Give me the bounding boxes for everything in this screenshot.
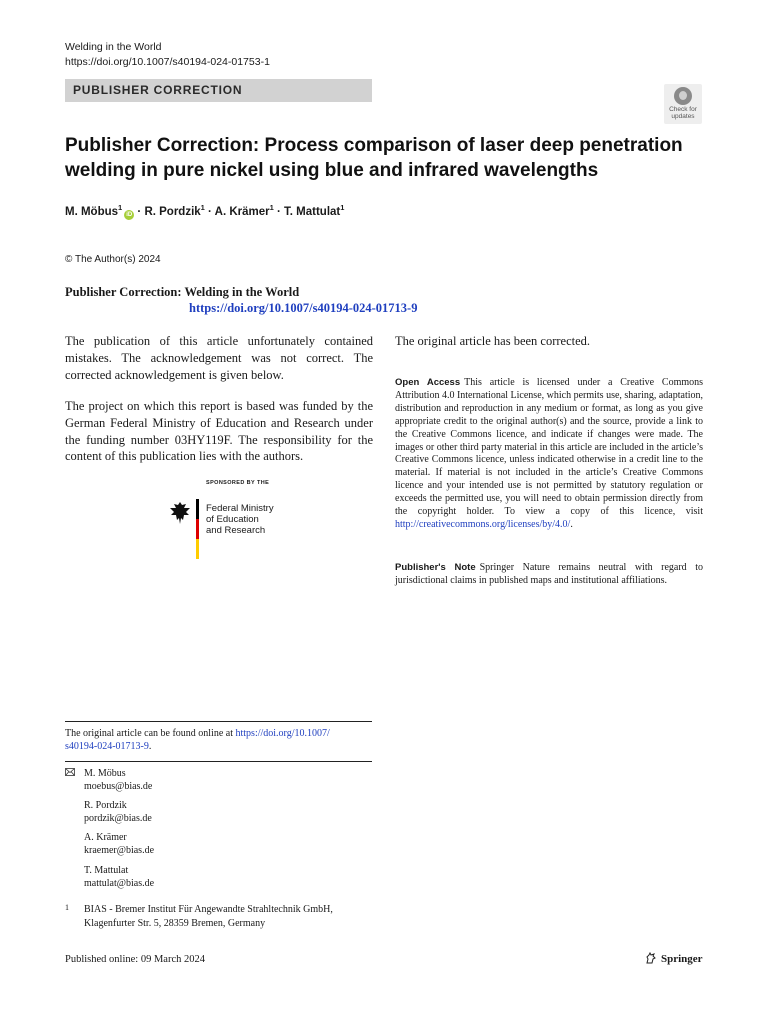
affiliation-number: 1 bbox=[65, 903, 69, 912]
footnote-divider bbox=[65, 721, 372, 722]
check-badge-line1: Check for bbox=[669, 106, 697, 113]
author-name[interactable]: A. Krämer bbox=[214, 205, 270, 218]
sponsored-by-text: SPONSORED BY THE bbox=[206, 480, 270, 486]
author-name[interactable]: T. Mattulat bbox=[284, 205, 341, 218]
check-badge-line2: updates bbox=[671, 113, 695, 120]
author-affiliation-mark: 1 bbox=[118, 203, 123, 212]
copyright-notice: © The Author(s) 2024 bbox=[65, 254, 161, 265]
springer-logo bbox=[645, 952, 703, 965]
correspondence-email[interactable]: kraemer@bias.de bbox=[84, 844, 155, 856]
correspondence-divider bbox=[65, 761, 372, 762]
affiliation-text: BIAS - Bremer Institut Für Angewandte Strahltechnik GmbH, Klagenfurter Str. 5, 28359 Bremen, Germany bbox=[84, 904, 333, 929]
correspondence-email[interactable]: mattulat@bias.de bbox=[84, 877, 155, 889]
section-label-band bbox=[65, 79, 372, 102]
flag-stripe-black bbox=[196, 499, 199, 519]
orcid-icon[interactable]: iD bbox=[126, 211, 133, 218]
article-doi[interactable]: https://doi.org/10.1007/s40194-024-01753-1 bbox=[65, 56, 270, 68]
corrected-statement: The original article has been corrected. bbox=[395, 334, 591, 348]
ministry-line: and Research bbox=[206, 525, 266, 536]
author-list bbox=[65, 203, 344, 220]
correspondence-email[interactable]: pordzik@bias.de bbox=[84, 812, 152, 824]
licence-end: . bbox=[570, 518, 573, 530]
author-affiliation-mark: 1 bbox=[340, 203, 345, 212]
ministry-line: Federal Ministry bbox=[206, 503, 274, 514]
springer-horse-icon bbox=[645, 952, 657, 964]
author-affiliation-mark: 1 bbox=[269, 203, 274, 212]
ministry-line: of Education bbox=[206, 514, 259, 525]
author-name[interactable]: M. Möbus bbox=[65, 205, 119, 218]
open-access-text: This article is licensed under a Creative Commons Attribution 4.0 International License, which permits use, sharing, adaptation, distribution and reproduction in any medium or format, as long as you give appropriate credit to the original author(s) and the source, provide a link to the Creative Commons licence, and indicate if changes were made. The images or other third party material in this article are included in the article’s Creative Commons licence, unless indicated otherwise in a credit line to the material. If material is not included in the article’s Creative Commons licence and your intended use is not permitted by statutory regulation or exceeds the permitted use, you will need to obtain permission directly from the copyright holder. To view a copy of this licence, visit bbox=[395, 377, 704, 518]
author-name[interactable]: R. Pordzik bbox=[144, 205, 201, 218]
correction-reference-doi[interactable]: https://doi.org/10.1007/s40194-024-01713-9 bbox=[189, 301, 418, 315]
article-title: Publisher Correction: Process comparison of laser deep penetration welding in pure nickel using blue and infrared wavelengths bbox=[65, 135, 683, 181]
flag-stripe-gold bbox=[196, 539, 199, 559]
author-separator: · bbox=[204, 205, 215, 218]
flag-stripe-red bbox=[196, 519, 199, 539]
correspondence-name: T. Mattulat bbox=[84, 865, 129, 876]
original-article-end: . bbox=[148, 741, 152, 752]
check-for-updates-badge[interactable] bbox=[664, 84, 702, 124]
open-access-heading: Open Access bbox=[395, 377, 461, 388]
correspondence-entry bbox=[84, 865, 154, 890]
publishers-note-text: Springer Nature remains neutral with regard to jurisdictional claims in published maps and institutional affiliations. bbox=[395, 562, 703, 586]
federal-eagle-icon bbox=[168, 500, 192, 526]
correction-reference-label: Publisher Correction: Welding in the World bbox=[65, 285, 300, 299]
published-online-date: Published online: 09 March 2024 bbox=[65, 954, 205, 965]
bmbf-sponsor-logo bbox=[168, 478, 278, 562]
correspondence-name: A. Krämer bbox=[84, 832, 127, 843]
correspondence-name: M. Möbus bbox=[84, 768, 126, 779]
springer-wordmark: Springer bbox=[661, 953, 703, 965]
publishers-note bbox=[395, 562, 703, 588]
original-article-footnote bbox=[65, 727, 372, 753]
flag-stripes bbox=[196, 499, 199, 559]
check-updates-icon bbox=[674, 87, 692, 105]
author-affiliation-mark: 1 bbox=[200, 203, 205, 212]
body-paragraph-acknowledgement: The project on which this report is based was funded by the German Federal Ministry of Education and Research under the funding number 03HY119F. The responsibility for the content of this publication lies with the authors. bbox=[65, 399, 373, 464]
original-article-link-cont[interactable]: s40194-024-01713-9 bbox=[65, 741, 149, 752]
correspondence-entry bbox=[84, 832, 154, 857]
author-separator: · bbox=[134, 205, 145, 218]
correspondence-entry bbox=[84, 768, 152, 793]
original-article-link[interactable]: https://doi.org/10.1007/ bbox=[235, 728, 330, 739]
author-separator: · bbox=[273, 205, 285, 218]
body-paragraph-1: The publication of this article unfortunately contained mistakes. The acknowledgement was not correct. The corrected acknowledgement is given below. bbox=[65, 334, 373, 382]
open-access-notice bbox=[395, 377, 703, 532]
correspondence-email[interactable]: moebus@bias.de bbox=[84, 780, 153, 792]
correspondence-entry bbox=[84, 800, 152, 825]
journal-name: Welding in the World bbox=[65, 41, 162, 53]
original-article-text: The original article can be found online at bbox=[65, 728, 236, 739]
correspondence-name: R. Pordzik bbox=[84, 800, 127, 811]
licence-link[interactable]: http://creativecommons.org/licenses/by/4.0/ bbox=[395, 518, 571, 530]
publishers-note-heading: Publisher's Note bbox=[395, 562, 476, 573]
envelope-icon bbox=[65, 768, 75, 776]
section-label: PUBLISHER CORRECTION bbox=[73, 83, 243, 97]
ministry-name bbox=[206, 503, 274, 536]
